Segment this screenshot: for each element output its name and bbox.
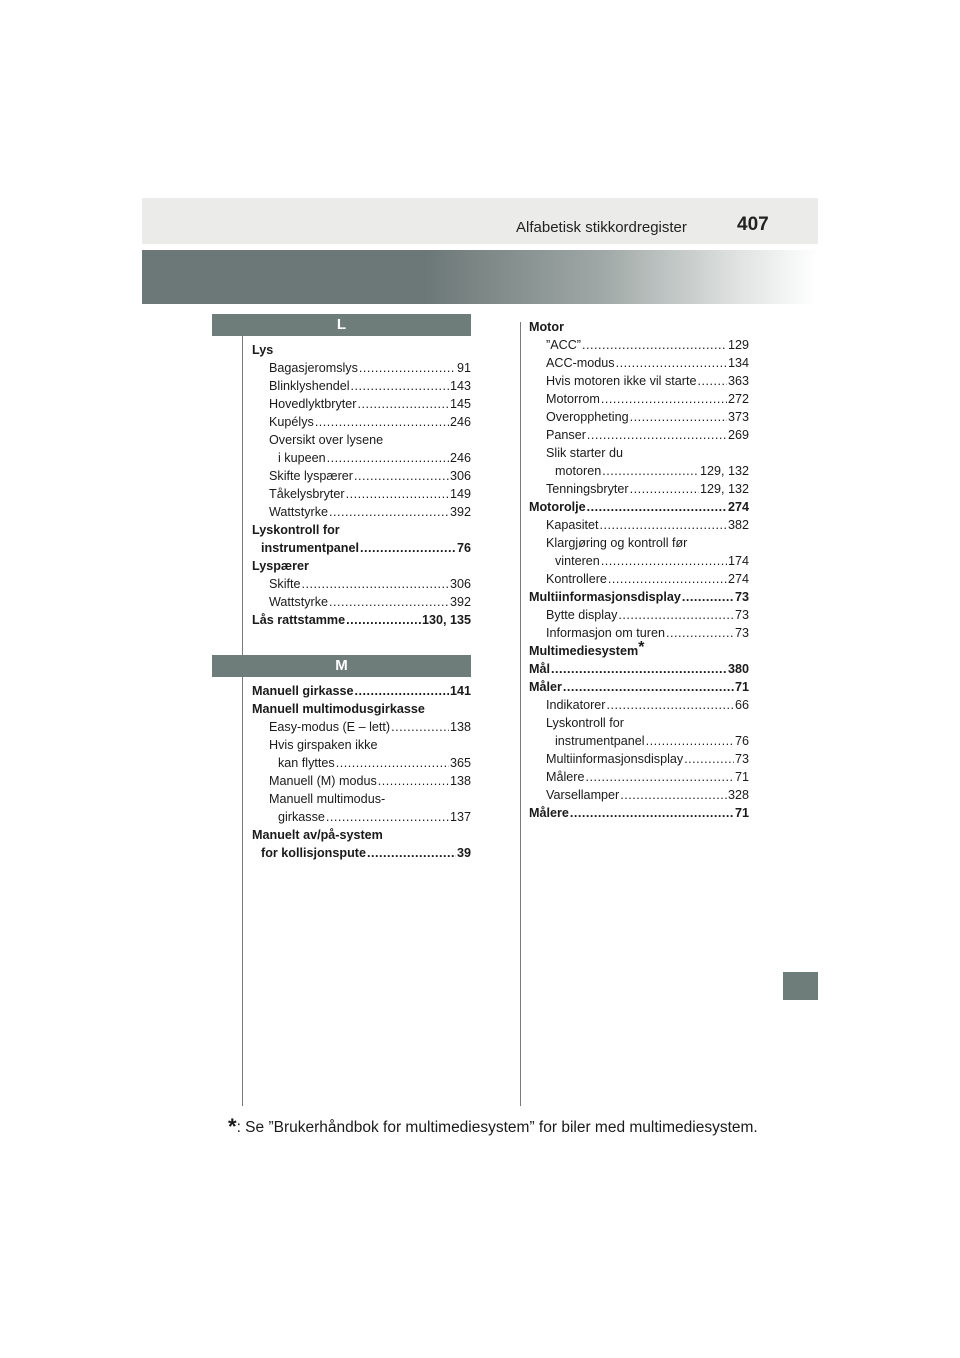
entry-term: Tenningsbryter	[546, 482, 629, 496]
entry-line	[252, 826, 471, 844]
entry-line	[252, 808, 471, 826]
entry-line	[529, 714, 749, 732]
letter-header-l: L	[212, 314, 471, 336]
index-subentry	[529, 714, 749, 750]
entry-line	[252, 790, 471, 808]
index-subentry	[252, 503, 471, 521]
entry-line	[529, 318, 749, 336]
entry-line	[529, 750, 749, 768]
entry-line	[252, 377, 471, 395]
page-reference: 73	[734, 590, 749, 604]
page-reference: 392	[449, 595, 471, 609]
index-subentry	[252, 575, 471, 593]
entry-line	[252, 539, 471, 557]
entry-line	[252, 593, 471, 611]
entry-term: instrumentpanel	[261, 541, 359, 555]
index-entry	[529, 588, 749, 606]
index-subentry	[529, 372, 749, 390]
entry-line	[529, 732, 749, 750]
page-reference: 129	[727, 338, 749, 352]
entry-line	[252, 485, 471, 503]
entry-term: instrumentpanel	[555, 734, 645, 748]
dot-leader	[630, 480, 699, 498]
page-reference: 363	[727, 374, 749, 388]
page-reference: 143	[449, 379, 471, 393]
dot-leader	[666, 624, 734, 642]
entry-term: Informasjon om turen	[546, 626, 665, 640]
dot-leader	[355, 682, 449, 700]
index-subentry	[529, 786, 749, 804]
entry-line	[252, 521, 471, 539]
page-reference: 71	[734, 680, 749, 694]
entry-line	[252, 754, 471, 772]
entry-line	[252, 557, 471, 575]
index-entry	[252, 557, 471, 575]
page-reference: 138	[449, 720, 471, 734]
index-subentry	[529, 570, 749, 588]
entry-term: i kupeen	[278, 451, 326, 465]
page-reference: 306	[449, 469, 471, 483]
entry-term: Overoppheting	[546, 410, 629, 424]
entry-line	[252, 611, 471, 629]
entry-term: ”ACC”	[546, 338, 581, 352]
entry-line	[529, 804, 749, 822]
dot-leader	[329, 503, 449, 521]
entry-line	[252, 395, 471, 413]
index-subentry	[252, 467, 471, 485]
dot-leader	[359, 359, 456, 377]
decorative-gradient-band	[142, 250, 818, 304]
dot-leader	[346, 611, 421, 629]
entry-line	[252, 682, 471, 700]
entry-term: Kupélys	[269, 415, 314, 429]
page-reference: 129, 132	[699, 482, 749, 496]
dot-leader	[601, 390, 727, 408]
entry-line	[252, 700, 471, 718]
page-reference: 73	[734, 626, 749, 640]
entry-term: Skifte lyspærer	[269, 469, 353, 483]
entry-line	[252, 503, 471, 521]
page-reference: 272	[727, 392, 749, 406]
page-reference: 129, 132	[699, 464, 749, 478]
dot-leader	[682, 588, 734, 606]
dot-leader	[551, 660, 727, 678]
entry-line	[252, 449, 471, 467]
page-reference: 174	[727, 554, 749, 568]
entry-term: for kollisjonspute	[261, 846, 366, 860]
page-reference: 76	[456, 541, 471, 555]
entry-line	[529, 552, 749, 570]
dot-leader	[602, 462, 699, 480]
entry-line	[529, 786, 749, 804]
page-reference: 149	[449, 487, 471, 501]
entry-term: Easy-modus (E – lett)	[269, 720, 391, 734]
page-reference: 73	[734, 752, 749, 766]
dot-leader	[608, 570, 727, 588]
entry-line	[529, 372, 749, 390]
page-reference: 91	[456, 361, 471, 375]
dot-leader	[351, 377, 449, 395]
entry-line	[529, 444, 749, 462]
entry-term: kan flyttes	[278, 756, 335, 770]
entry-line	[252, 718, 471, 736]
page-reference: 71	[734, 770, 749, 784]
entry-line	[529, 606, 749, 624]
entry-term: Bytte display	[546, 608, 618, 622]
entry-line	[529, 660, 749, 678]
entry-term: Wattstyrke	[269, 505, 329, 519]
index-subentry	[252, 772, 471, 790]
index-subentry	[252, 377, 471, 395]
index-subentry	[252, 431, 471, 467]
index-subentry	[529, 426, 749, 444]
index-subentry	[529, 354, 749, 372]
entry-line	[529, 639, 749, 660]
page-reference: 246	[449, 451, 471, 465]
dot-leader	[326, 808, 449, 826]
dot-leader	[646, 732, 734, 750]
dot-leader	[302, 575, 449, 593]
index-subentry	[529, 534, 749, 570]
page-reference: 365	[449, 756, 471, 770]
index-entry	[529, 804, 749, 822]
letter-header-m: M	[212, 655, 471, 677]
entry-line	[529, 534, 749, 552]
page-reference: 392	[449, 505, 471, 519]
index-entry	[529, 678, 749, 696]
dot-leader	[582, 336, 727, 354]
index-list-l	[252, 341, 471, 629]
page-reference: 71	[734, 806, 749, 820]
entry-term: Multiinformasjonsdisplay	[529, 590, 681, 604]
entry-term: Manuell multimodusgirkasse	[252, 702, 425, 716]
page-reference: 138	[449, 774, 471, 788]
column-divider-left	[242, 336, 243, 1106]
header-bar	[142, 198, 818, 244]
entry-term: Manuell girkasse	[252, 684, 354, 698]
index-subentry	[529, 696, 749, 714]
index-subentry	[529, 408, 749, 426]
page-reference: 73	[734, 608, 749, 622]
entry-line	[529, 768, 749, 786]
entry-term: Multiinformasjonsdisplay	[546, 752, 684, 766]
index-entry	[252, 682, 471, 700]
entry-line	[529, 696, 749, 714]
index-list-m	[252, 682, 471, 862]
entry-term: Slik starter du	[546, 446, 623, 460]
dot-leader	[329, 593, 449, 611]
entry-term: Manuell (M) modus	[269, 774, 377, 788]
entry-term: Målere	[529, 806, 569, 820]
index-subentry	[252, 790, 471, 826]
dot-leader	[367, 844, 456, 862]
dot-leader	[618, 606, 734, 624]
page-reference: 66	[734, 698, 749, 712]
entry-term: Manuell multimodus-	[269, 792, 386, 806]
entry-term: Wattstyrke	[269, 595, 329, 609]
entry-term: Multimediesystem	[529, 644, 639, 658]
footnote	[228, 1112, 758, 1138]
entry-line	[252, 467, 471, 485]
entry-term: girkasse	[278, 810, 325, 824]
dot-leader	[620, 786, 727, 804]
entry-term: Blinklyshendel	[269, 379, 350, 393]
entry-term: Hvis girspaken ikke	[269, 738, 378, 752]
entry-term: Motorolje	[529, 500, 586, 514]
index-entry	[529, 318, 749, 336]
index-subentry	[252, 395, 471, 413]
page-reference: 141	[449, 684, 471, 698]
index-entry	[529, 639, 749, 660]
index-entry	[529, 498, 749, 516]
entry-line	[529, 354, 749, 372]
page-reference: 306	[449, 577, 471, 591]
entry-term: Hovedlyktbryter	[269, 397, 357, 411]
entry-line	[252, 341, 471, 359]
page-reference: 380	[727, 662, 749, 676]
index-subentry	[252, 413, 471, 431]
entry-line	[529, 390, 749, 408]
entry-line	[529, 426, 749, 444]
entry-line	[529, 480, 749, 498]
index-subentry	[252, 718, 471, 736]
index-subentry	[529, 336, 749, 354]
dot-leader	[391, 718, 449, 736]
entry-term: Lås rattstamme	[252, 613, 346, 627]
entry-term: motoren	[555, 464, 602, 478]
dot-leader	[607, 696, 734, 714]
dot-leader	[358, 395, 449, 413]
page-number: 407	[737, 214, 769, 235]
entry-term: Oversikt over lysene	[269, 433, 384, 447]
page-reference: 373	[727, 410, 749, 424]
dot-leader	[600, 516, 727, 534]
entry-line	[529, 570, 749, 588]
entry-line	[529, 588, 749, 606]
footnote-marker: *	[228, 1114, 237, 1139]
entry-term: Varsellamper	[546, 788, 620, 802]
dot-leader	[354, 467, 449, 485]
dot-leader	[378, 772, 449, 790]
index-subentry	[529, 444, 749, 480]
index-subentry	[529, 768, 749, 786]
index-subentry	[252, 593, 471, 611]
dot-leader	[327, 449, 449, 467]
entry-term: ACC-modus	[546, 356, 615, 370]
dot-leader	[586, 768, 734, 786]
index-entry	[529, 660, 749, 678]
page-reference: 382	[727, 518, 749, 532]
page-reference: 137	[449, 810, 471, 824]
dot-leader	[563, 678, 734, 696]
index-subentry	[529, 606, 749, 624]
index-entry	[252, 700, 471, 718]
entry-term: Lyskontroll for	[252, 523, 340, 537]
entry-term: Manuelt av/på-system	[252, 828, 383, 842]
index-subentry	[529, 480, 749, 498]
index-subentry	[529, 516, 749, 534]
index-subentry	[252, 359, 471, 377]
dot-leader	[315, 413, 449, 431]
entry-term: Tåkelysbryter	[269, 487, 345, 501]
footnote-text: : Se ”Brukerhåndbok for multimediesystem” for biler med multimediesystem.	[236, 1119, 758, 1136]
page-reference: 145	[449, 397, 471, 411]
index-subentry	[529, 750, 749, 768]
entry-term: Lyspærer	[252, 559, 309, 573]
entry-term: Lyskontroll for	[546, 716, 624, 730]
page-reference: 76	[734, 734, 749, 748]
index-entry	[252, 521, 471, 557]
entry-term: Panser	[546, 428, 586, 442]
index-entry	[252, 341, 471, 359]
entry-term: Skifte	[269, 577, 301, 591]
entry-line	[529, 516, 749, 534]
dot-leader	[697, 372, 727, 390]
entry-line	[529, 462, 749, 480]
entry-line	[252, 431, 471, 449]
entry-line	[529, 498, 749, 516]
dot-leader	[570, 804, 734, 822]
index-entry	[252, 826, 471, 862]
footnote-star-marker: *	[638, 639, 645, 656]
entry-term: vinteren	[555, 554, 600, 568]
entry-term: Motor	[529, 320, 564, 334]
entry-line	[252, 772, 471, 790]
entry-line	[529, 678, 749, 696]
entry-line	[252, 844, 471, 862]
page-reference: 328	[727, 788, 749, 802]
page-reference: 269	[727, 428, 749, 442]
dot-leader	[616, 354, 727, 372]
dot-leader	[360, 539, 456, 557]
entry-term: Kapasitet	[546, 518, 599, 532]
entry-term: Måler	[529, 680, 562, 694]
entry-term: Hvis motoren ikke vil starte	[546, 374, 697, 388]
dot-leader	[336, 754, 449, 772]
entry-line	[529, 336, 749, 354]
dot-leader	[684, 750, 734, 768]
entry-line	[252, 736, 471, 754]
dot-leader	[587, 426, 727, 444]
index-subentry	[252, 736, 471, 772]
index-entry	[252, 611, 471, 629]
column-divider-middle	[520, 322, 521, 1106]
page-reference: 246	[449, 415, 471, 429]
index-subentry	[252, 485, 471, 503]
entry-term: Lys	[252, 343, 274, 357]
dot-leader	[601, 552, 727, 570]
page-reference: 274	[727, 572, 749, 586]
entry-term: Klargjøring og kontroll før	[546, 536, 688, 550]
entry-line	[252, 359, 471, 377]
index-subentry	[529, 390, 749, 408]
page-reference: 39	[456, 846, 471, 860]
chapter-tab-marker	[783, 972, 818, 1000]
index-list-right	[529, 318, 749, 822]
entry-term: Mål	[529, 662, 550, 676]
entry-term: Motorrom	[546, 392, 600, 406]
dot-leader	[587, 498, 727, 516]
entry-term: Bagasjeromslys	[269, 361, 358, 375]
entry-term: Kontrollere	[546, 572, 607, 586]
page-reference: 274	[727, 500, 749, 514]
page-reference: 130, 135	[421, 613, 471, 627]
page-reference: 134	[727, 356, 749, 370]
entry-line	[252, 575, 471, 593]
entry-line	[529, 408, 749, 426]
dot-leader	[630, 408, 727, 426]
dot-leader	[346, 485, 449, 503]
entry-term: Målere	[546, 770, 585, 784]
entry-term: Indikatorer	[546, 698, 606, 712]
entry-line	[252, 413, 471, 431]
section-title: Alfabetisk stikkordregister	[516, 219, 687, 236]
